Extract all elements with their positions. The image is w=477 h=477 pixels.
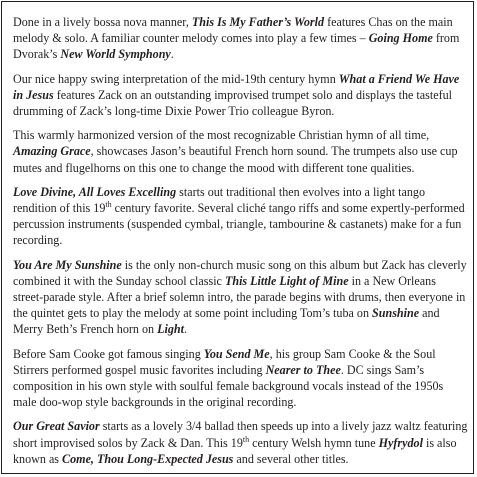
song-title: Light (157, 322, 184, 337)
text-segment: starts out traditional then evolves into a light tango rendition of this 19 (13, 184, 426, 216)
song-title: Our Great Savior (13, 419, 100, 434)
text-segment: . (183, 322, 188, 337)
paragraph-what-a-friend (13, 71, 469, 120)
text-segment: . (170, 47, 174, 62)
text-segment: is the only non-church music song on this album but Zack has cleverly combined it with the Sunday school classic (13, 257, 467, 288)
text-segment: , his group Sam Cooke & the Soul Stirrers performed gospel music favorites including (13, 346, 436, 377)
song-title: Come, Thou Long-Expected Jesus (62, 451, 234, 466)
text-segment: features Chas on the main melody & solo. A familiar counter melody comes into play a few times – (13, 15, 453, 46)
paragraph-our-great-savior (13, 418, 469, 467)
song-title: You Are My Sunshine (13, 257, 122, 272)
text-segment: . DC sings Sam’s composition in his own style with soulful female background vocals instead of the 1950s male doo-wop style backgrounds in the original recording. (13, 362, 444, 410)
song-title: Hyfrydol (378, 435, 423, 450)
text-segment: century Welsh hymn tune (249, 435, 379, 450)
paragraph-love-divine (13, 184, 469, 249)
text-segment: in a New Orleans street-parade style. After a brief solemn intro, the parade begins with drums, then everyone in the quintet gets to play the melody at some point including Tom’s tuba on (13, 273, 466, 321)
text-segment: century favorite. Several cliché tango riffs and some expertly-performed percussion instruments (suspended cymbal, triangle, tambourine & castanets) make for a fun recording. (13, 201, 465, 248)
text-segment: and Merry Beth’s French horn on (13, 306, 440, 337)
text-segment: from Dvorak’s (13, 31, 460, 62)
paragraph-fathers-world (13, 14, 469, 63)
song-title: New World Symphony (60, 47, 171, 62)
song-title: You Send Me (203, 346, 270, 361)
ordinal-superscript: th (242, 434, 250, 444)
text-segment: Done in a lively bossa nova manner, (13, 15, 192, 29)
text-segment: This warmly harmonized version of the most recognizable Christian hymn of all time, (13, 128, 430, 143)
song-title: Nearer to Thee (265, 362, 341, 377)
song-title: This Is My Father’s World (191, 15, 325, 29)
text-segment: , showcases Jason’s beautiful French horn sound. The trumpets also use cup mutes and flugelhorns on this one to change the mood with different tone qualities. (13, 144, 458, 175)
paragraph-you-send-me (13, 346, 469, 411)
text-segment: starts as a lovely 3/4 ballad then speeds up into a lively jazz waltz featuring short improvised solos by Zack & Dan. This 19 (13, 419, 468, 450)
song-title: Sunshine (372, 306, 420, 321)
text-segment: Our nice happy swing interpretation of the mid-19th century hymn (13, 71, 339, 86)
paragraph-you-are-my-sunshine (13, 257, 469, 338)
song-title: Amazing Grace (13, 144, 91, 159)
text-segment: features Zack on an outstanding improvised trumpet solo and displays the tasteful drumming of Zack’s long-time Dixie Power Trio colleague Byron. (13, 87, 453, 119)
paragraph-amazing-grace (13, 127, 469, 176)
song-title: This Little Light of Mine (224, 273, 349, 288)
song-title: Going Home (368, 31, 433, 46)
text-segment: is also known as (13, 435, 457, 466)
ordinal-superscript: th (105, 200, 112, 209)
song-title: What a Friend We Have in Jesus (13, 71, 460, 102)
liner-notes-frame (1, 1, 474, 474)
text-segment: Before Sam Cooke got famous singing (13, 346, 204, 361)
song-title: Love Divine, All Loves Excelling (13, 184, 177, 199)
liner-notes-text (13, 14, 469, 475)
text-segment: and several other titles. (233, 451, 349, 466)
